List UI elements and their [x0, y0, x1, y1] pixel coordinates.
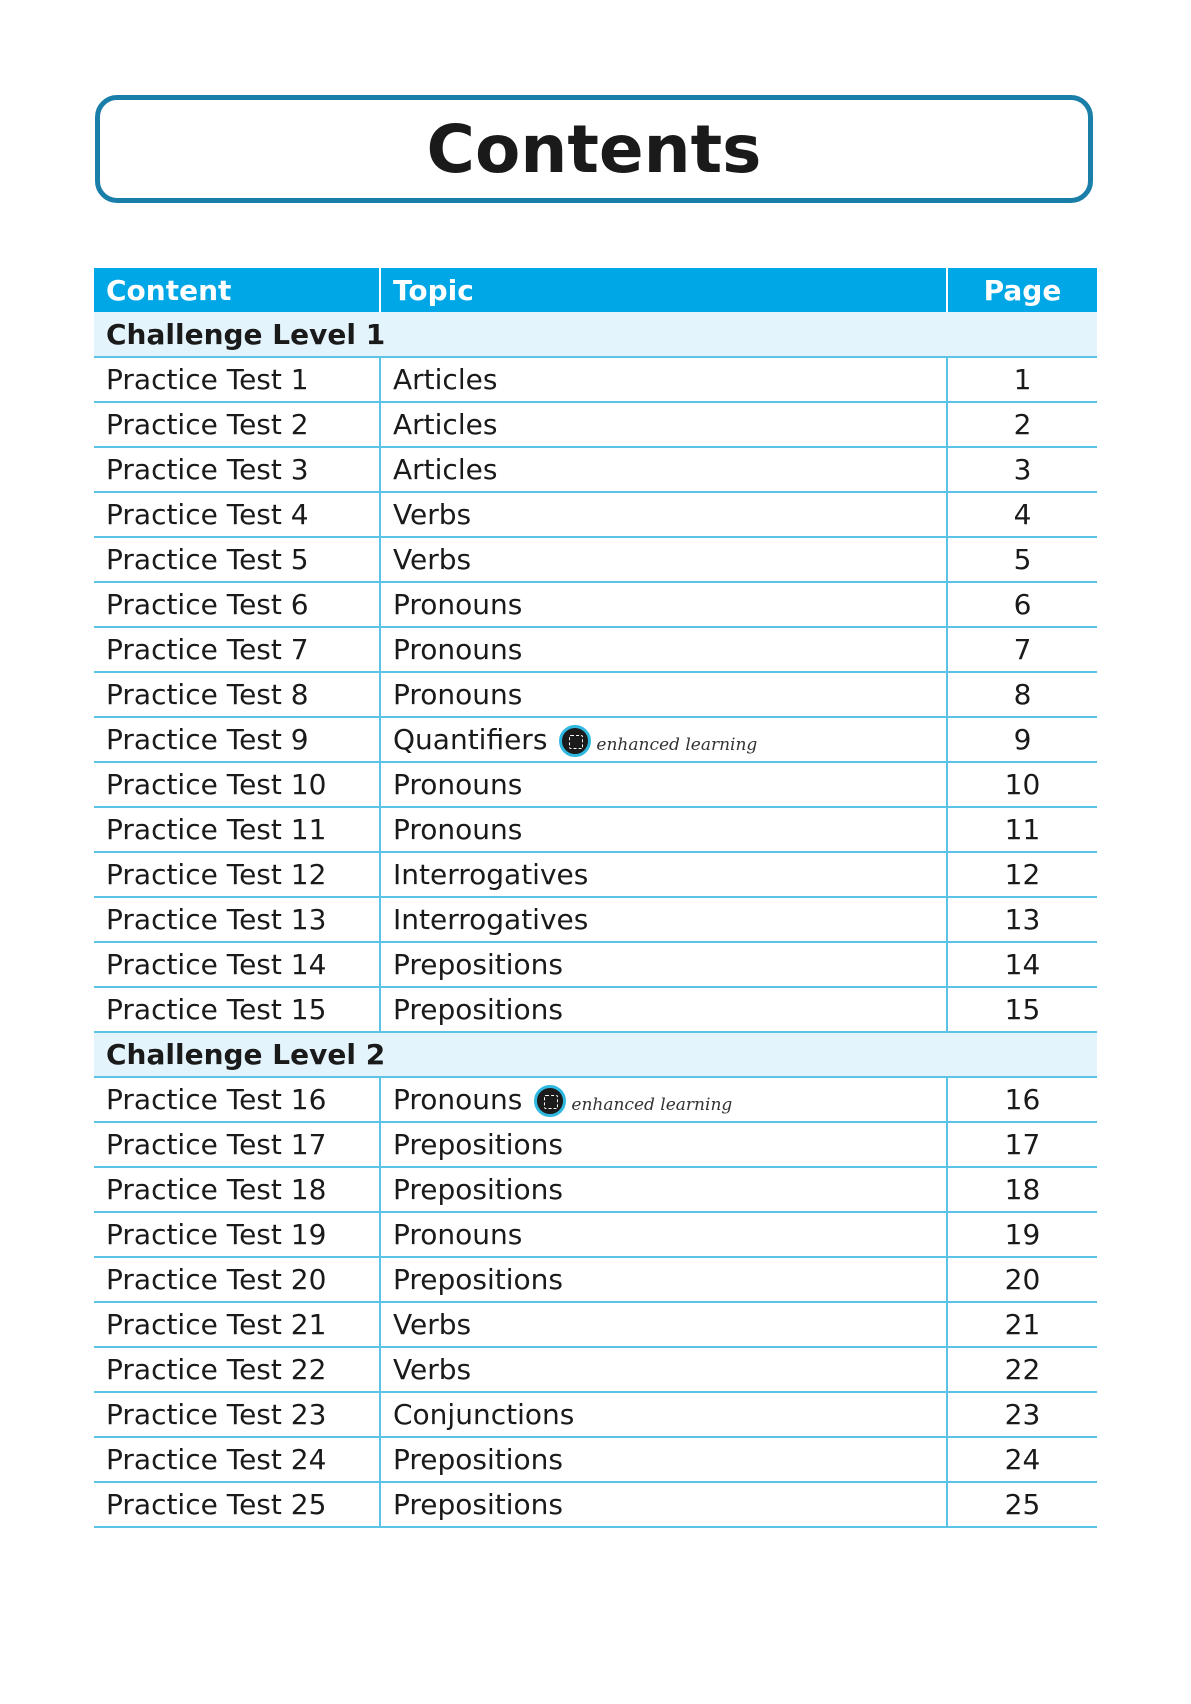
topic-cell: [380, 1257, 947, 1302]
table-row: [94, 627, 1097, 672]
content-cell: Practice Test 9: [94, 717, 380, 762]
topic-label: Verbs: [393, 1308, 472, 1341]
section-label: Challenge Level 1: [94, 312, 1097, 357]
topic-label: Interrogatives: [393, 903, 589, 936]
page-number-cell: 8: [947, 672, 1097, 717]
topic-cell: [380, 1482, 947, 1527]
topic-cell: [380, 672, 947, 717]
topic-label: Verbs: [393, 1353, 472, 1386]
content-cell: Practice Test 5: [94, 537, 380, 582]
content-cell: Practice Test 6: [94, 582, 380, 627]
topic-cell: [380, 1437, 947, 1482]
page-number-cell: 19: [947, 1212, 1097, 1257]
content-cell: Practice Test 20: [94, 1257, 380, 1302]
topic-cell: [380, 1212, 947, 1257]
page-number-cell: 24: [947, 1437, 1097, 1482]
page-number-cell: 9: [947, 717, 1097, 762]
content-cell: Practice Test 10: [94, 762, 380, 807]
page-number-cell: 6: [947, 582, 1097, 627]
section-row: [94, 1032, 1097, 1077]
page-number-cell: 18: [947, 1167, 1097, 1212]
topic-label: Prepositions: [393, 1263, 564, 1296]
content-cell: Practice Test 22: [94, 1347, 380, 1392]
topic-cell: [380, 357, 947, 402]
table-row: [94, 1257, 1097, 1302]
table-header-row: [94, 268, 1097, 312]
topic-label: Interrogatives: [393, 858, 589, 891]
table-body: [94, 312, 1097, 1527]
table-row: [94, 852, 1097, 897]
content-cell: Practice Test 25: [94, 1482, 380, 1527]
page-number-cell: 17: [947, 1122, 1097, 1167]
topic-cell: [380, 852, 947, 897]
topic-cell: [380, 492, 947, 537]
page-number-cell: 1: [947, 357, 1097, 402]
table-row: [94, 987, 1097, 1032]
content-cell: Practice Test 14: [94, 942, 380, 987]
topic-label: Prepositions: [393, 993, 564, 1026]
table-row: [94, 402, 1097, 447]
topic-cell: [380, 402, 947, 447]
table-row: [94, 1122, 1097, 1167]
page-title: Contents: [426, 110, 762, 188]
page-number-cell: 10: [947, 762, 1097, 807]
content-cell: Practice Test 16: [94, 1077, 380, 1122]
topic-cell: [380, 897, 947, 942]
page-number-cell: 22: [947, 1347, 1097, 1392]
page-number-cell: 7: [947, 627, 1097, 672]
content-cell: Practice Test 8: [94, 672, 380, 717]
table-row: [94, 447, 1097, 492]
enhanced-learning-badge: [534, 1085, 732, 1117]
table-row: [94, 1077, 1097, 1122]
enhanced-learning-icon: [559, 725, 591, 757]
content-cell: Practice Test 2: [94, 402, 380, 447]
table-row: [94, 1482, 1097, 1527]
enhanced-learning-icon: [534, 1085, 566, 1117]
table-row: [94, 672, 1097, 717]
content-cell: Practice Test 11: [94, 807, 380, 852]
topic-cell: [380, 582, 947, 627]
topic-label: Quantifiers: [393, 722, 548, 756]
table-row: [94, 582, 1097, 627]
header-topic: Topic: [380, 268, 947, 312]
content-cell: Practice Test 15: [94, 987, 380, 1032]
topic-label: Conjunctions: [393, 1398, 575, 1431]
topic-label: Pronouns: [393, 1218, 523, 1251]
topic-label: Pronouns: [393, 678, 523, 711]
page-number-cell: 15: [947, 987, 1097, 1032]
topic-label: Verbs: [393, 498, 472, 531]
enhanced-learning-text: enhanced learning: [596, 734, 758, 755]
topic-label: Articles: [393, 453, 498, 486]
table-row: [94, 537, 1097, 582]
topic-cell: [380, 1302, 947, 1347]
title-box: [95, 95, 1093, 203]
topic-label: Prepositions: [393, 1443, 564, 1476]
page-number-cell: 2: [947, 402, 1097, 447]
table-row: [94, 492, 1097, 537]
section-label: Challenge Level 2: [94, 1032, 1097, 1077]
header-page: Page: [947, 268, 1097, 312]
page-number-cell: 5: [947, 537, 1097, 582]
content-cell: Practice Test 23: [94, 1392, 380, 1437]
topic-cell: [380, 1167, 947, 1212]
topic-label: Prepositions: [393, 948, 564, 981]
table-row: [94, 807, 1097, 852]
page-number-cell: 3: [947, 447, 1097, 492]
content-cell: Practice Test 12: [94, 852, 380, 897]
topic-label: Prepositions: [393, 1173, 564, 1206]
topic-cell: [380, 807, 947, 852]
table-row: [94, 1302, 1097, 1347]
page-number-cell: 11: [947, 807, 1097, 852]
table-row: [94, 717, 1097, 762]
content-cell: Practice Test 18: [94, 1167, 380, 1212]
table-row: [94, 357, 1097, 402]
topic-cell: [380, 1392, 947, 1437]
contents-table: [94, 268, 1097, 1528]
table-row: [94, 1392, 1097, 1437]
topic-cell: [380, 627, 947, 672]
page-number-cell: 23: [947, 1392, 1097, 1437]
topic-cell: [380, 1122, 947, 1167]
topic-cell: [380, 1077, 947, 1122]
topic-cell: [380, 762, 947, 807]
page-number-cell: 21: [947, 1302, 1097, 1347]
page-number-cell: 20: [947, 1257, 1097, 1302]
page-number-cell: 16: [947, 1077, 1097, 1122]
content-cell: Practice Test 17: [94, 1122, 380, 1167]
topic-label: Articles: [393, 363, 498, 396]
enhanced-learning-text: enhanced learning: [571, 1094, 733, 1115]
topic-label: Prepositions: [393, 1488, 564, 1521]
content-cell: Practice Test 1: [94, 357, 380, 402]
enhanced-learning-badge: [559, 725, 757, 757]
table-row: [94, 1212, 1097, 1257]
page-number-cell: 12: [947, 852, 1097, 897]
page-number-cell: 4: [947, 492, 1097, 537]
content-cell: Practice Test 4: [94, 492, 380, 537]
table-row: [94, 942, 1097, 987]
topic-label: Articles: [393, 408, 498, 441]
content-cell: Practice Test 21: [94, 1302, 380, 1347]
topic-label: Pronouns: [393, 588, 523, 621]
topic-cell: [380, 717, 947, 762]
topic-label: Prepositions: [393, 1128, 564, 1161]
topic-cell: [380, 1347, 947, 1392]
table-row: [94, 1347, 1097, 1392]
table-row: [94, 1437, 1097, 1482]
topic-label: Pronouns: [393, 633, 523, 666]
content-cell: Practice Test 24: [94, 1437, 380, 1482]
topic-cell: [380, 537, 947, 582]
table-row: [94, 897, 1097, 942]
page-number-cell: 25: [947, 1482, 1097, 1527]
table-row: [94, 762, 1097, 807]
content-cell: Practice Test 7: [94, 627, 380, 672]
topic-label: Pronouns: [393, 768, 523, 801]
table-row: [94, 1167, 1097, 1212]
content-cell: Practice Test 13: [94, 897, 380, 942]
topic-label: Verbs: [393, 543, 472, 576]
content-cell: Practice Test 3: [94, 447, 380, 492]
page-number-cell: 14: [947, 942, 1097, 987]
section-row: [94, 312, 1097, 357]
topic-label: Pronouns: [393, 1082, 523, 1116]
header-content: Content: [94, 268, 380, 312]
topic-label: Pronouns: [393, 813, 523, 846]
page-number-cell: 13: [947, 897, 1097, 942]
topic-cell: [380, 987, 947, 1032]
topic-cell: [380, 942, 947, 987]
content-cell: Practice Test 19: [94, 1212, 380, 1257]
topic-cell: [380, 447, 947, 492]
